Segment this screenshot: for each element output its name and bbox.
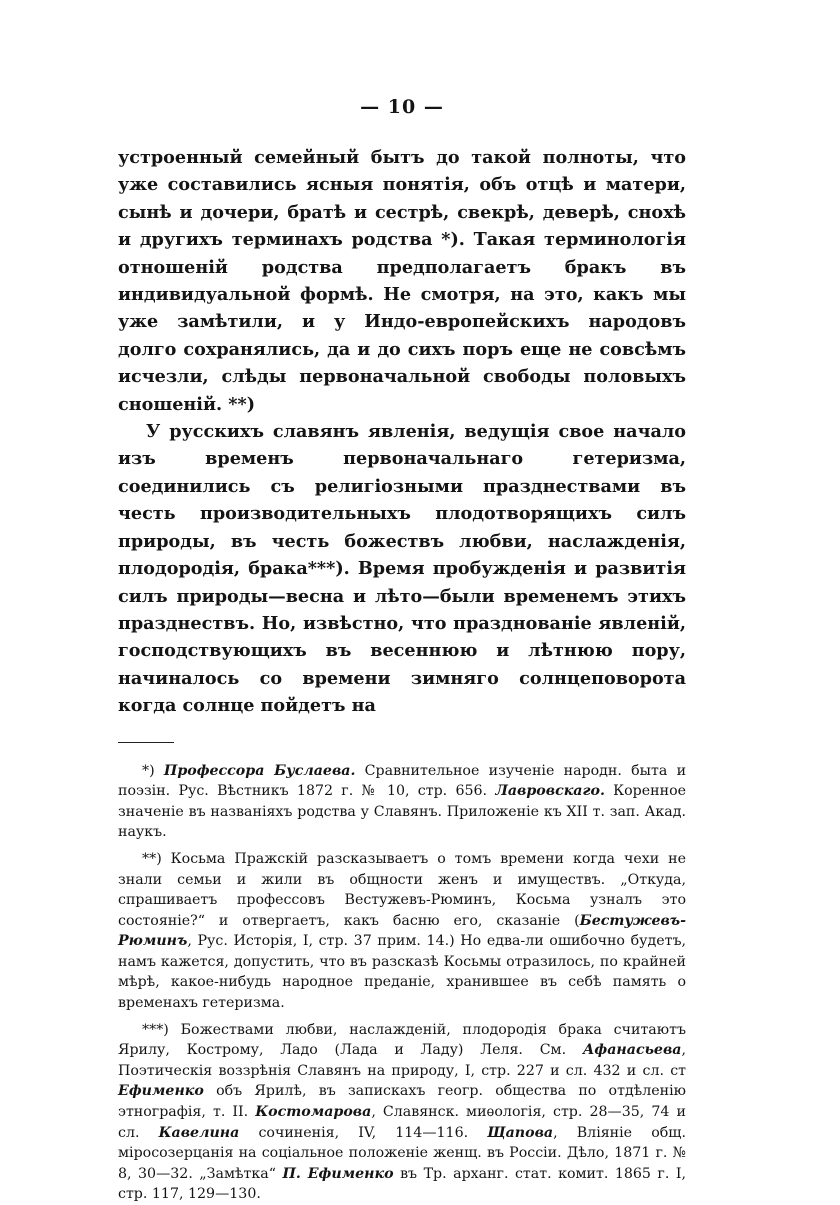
footnote-text: , Славянск. миѳологія, стр. 28—35, 74 и сл.	[118, 1104, 686, 1141]
footnote-text: **) Косьма Пражскій разсказываетъ о томъ времени когда чехи не знали семьи и жили въ общности женъ и имуществъ. „Откуда, спрашиваетъ профессовъ Вестужевъ-Рюминъ, Косьма узналъ это состояніе?“ и отвергаетъ, какъ басню его, сказаніе (	[118, 850, 686, 929]
footnote-text: сочиненія, IV, 114—116.	[239, 1124, 488, 1141]
citation-name: Бестужевъ-Рюминъ	[118, 912, 686, 950]
citation-name: Щапова	[487, 1124, 554, 1141]
footnote-text: объ Ярилѣ, въ запискахъ геогр. общества по отдѣленію этнографія, т. II.	[118, 1083, 686, 1121]
footnote-text: , Рус. Исторія, I, стр. 37 прим. 14.) Но едва-ли ошибочно будетъ, намъ кажется, допустить, что въ разсказѣ Косьмы отразилось, по крайней мѣрѣ, какое-нибудь народное преданіе, хранившее въ себѣ память о временахъ гетеризма.	[118, 933, 686, 1012]
footnote-3	[118, 1020, 686, 1205]
citation-name: П. Ефименко	[282, 1165, 394, 1182]
footnote-text: *)	[142, 762, 164, 779]
paragraph-2: У русскихъ славянъ явленія, ведущія свое начало изъ временъ первоначальнаго гетеризма, соединились съ религіозными празднествами въ честь производительныхъ плодотворящихъ силъ природы, въ честь божествъ любви, наслажденія, плодородія, брака***). Время пробужденія и развитія силъ природы—весна и лѣто—были временемъ этихъ празднествъ. Но, извѣстно, что празднованіе явленій, господствующихъ въ весеннюю и лѣтнюю пору, начиналось со времени зимняго солнцеповорота когда солнце пойдетъ на	[118, 421, 686, 717]
paragraph-1: устроенный семейный бытъ до такой полноты, что уже составились ясныя понятія, объ отцѣ и матери, сынѣ и дочери, братѣ и сестрѣ, свекрѣ, деверѣ, снохѣ и другихъ терминахъ родства *). Такая терминологія отношеній родства предполагаетъ бракъ въ индивидуальной формѣ. Не смотря, на это, какъ мы уже замѣтили, и у Индо-европейскихъ народовъ долго сохранялись, да и до сихъ поръ еще не совсѣмъ исчезли, слѣды первоначальной свободы половыхъ сношеній. **)	[118, 147, 686, 415]
footnote-text: Коренное значеніе въ названіяхъ родства у Славянъ. Приложеніе къ XII т. зап. Акад. наукъ.	[118, 783, 687, 841]
footnote-text: ***) Божествами любви, наслажденій, плодородія брака считаютъ Ярилу, Кострому, Ладо (Лада и Ладу) Леля. См.	[118, 1021, 686, 1059]
citation-name: Ефименко	[118, 1083, 204, 1100]
main-text	[118, 144, 686, 720]
book-page	[118, 96, 686, 1205]
citation-name: Лавровскаго.	[495, 783, 605, 800]
footnotes	[118, 761, 686, 1205]
footnote-text: въ Тр. арханг. стат. комит. 1865 г. I, стр. 117, 129—130.	[118, 1165, 686, 1203]
page-number: — 10 —	[360, 96, 444, 118]
citation-name: Кавелина	[158, 1124, 240, 1141]
footnote-2	[118, 849, 686, 1014]
citation-name: Костомарова	[255, 1104, 372, 1121]
footnote-text: Сравнительное изученіе народн. быта и поэзін. Рус. Вѣстникъ 1872 г. № 10, стр. 656.	[118, 762, 687, 800]
footnote-1	[118, 761, 686, 843]
footnote-text: , Вліяніе общ. міросозерцанія на соціальное положеніе женщ. въ Россіи. Дѣло, 1871 г. № 8, 30—32. „Замѣтка“	[118, 1124, 686, 1182]
citation-name: Афанасьева	[582, 1042, 682, 1059]
footnote-text: , Поэтическія воззрѣнія Славянъ на природу, I, стр. 227 и сл. 432 и сл. ст	[118, 1042, 686, 1079]
footnote-separator	[118, 742, 174, 743]
citation-name: Профессора Буслаева.	[163, 762, 356, 779]
